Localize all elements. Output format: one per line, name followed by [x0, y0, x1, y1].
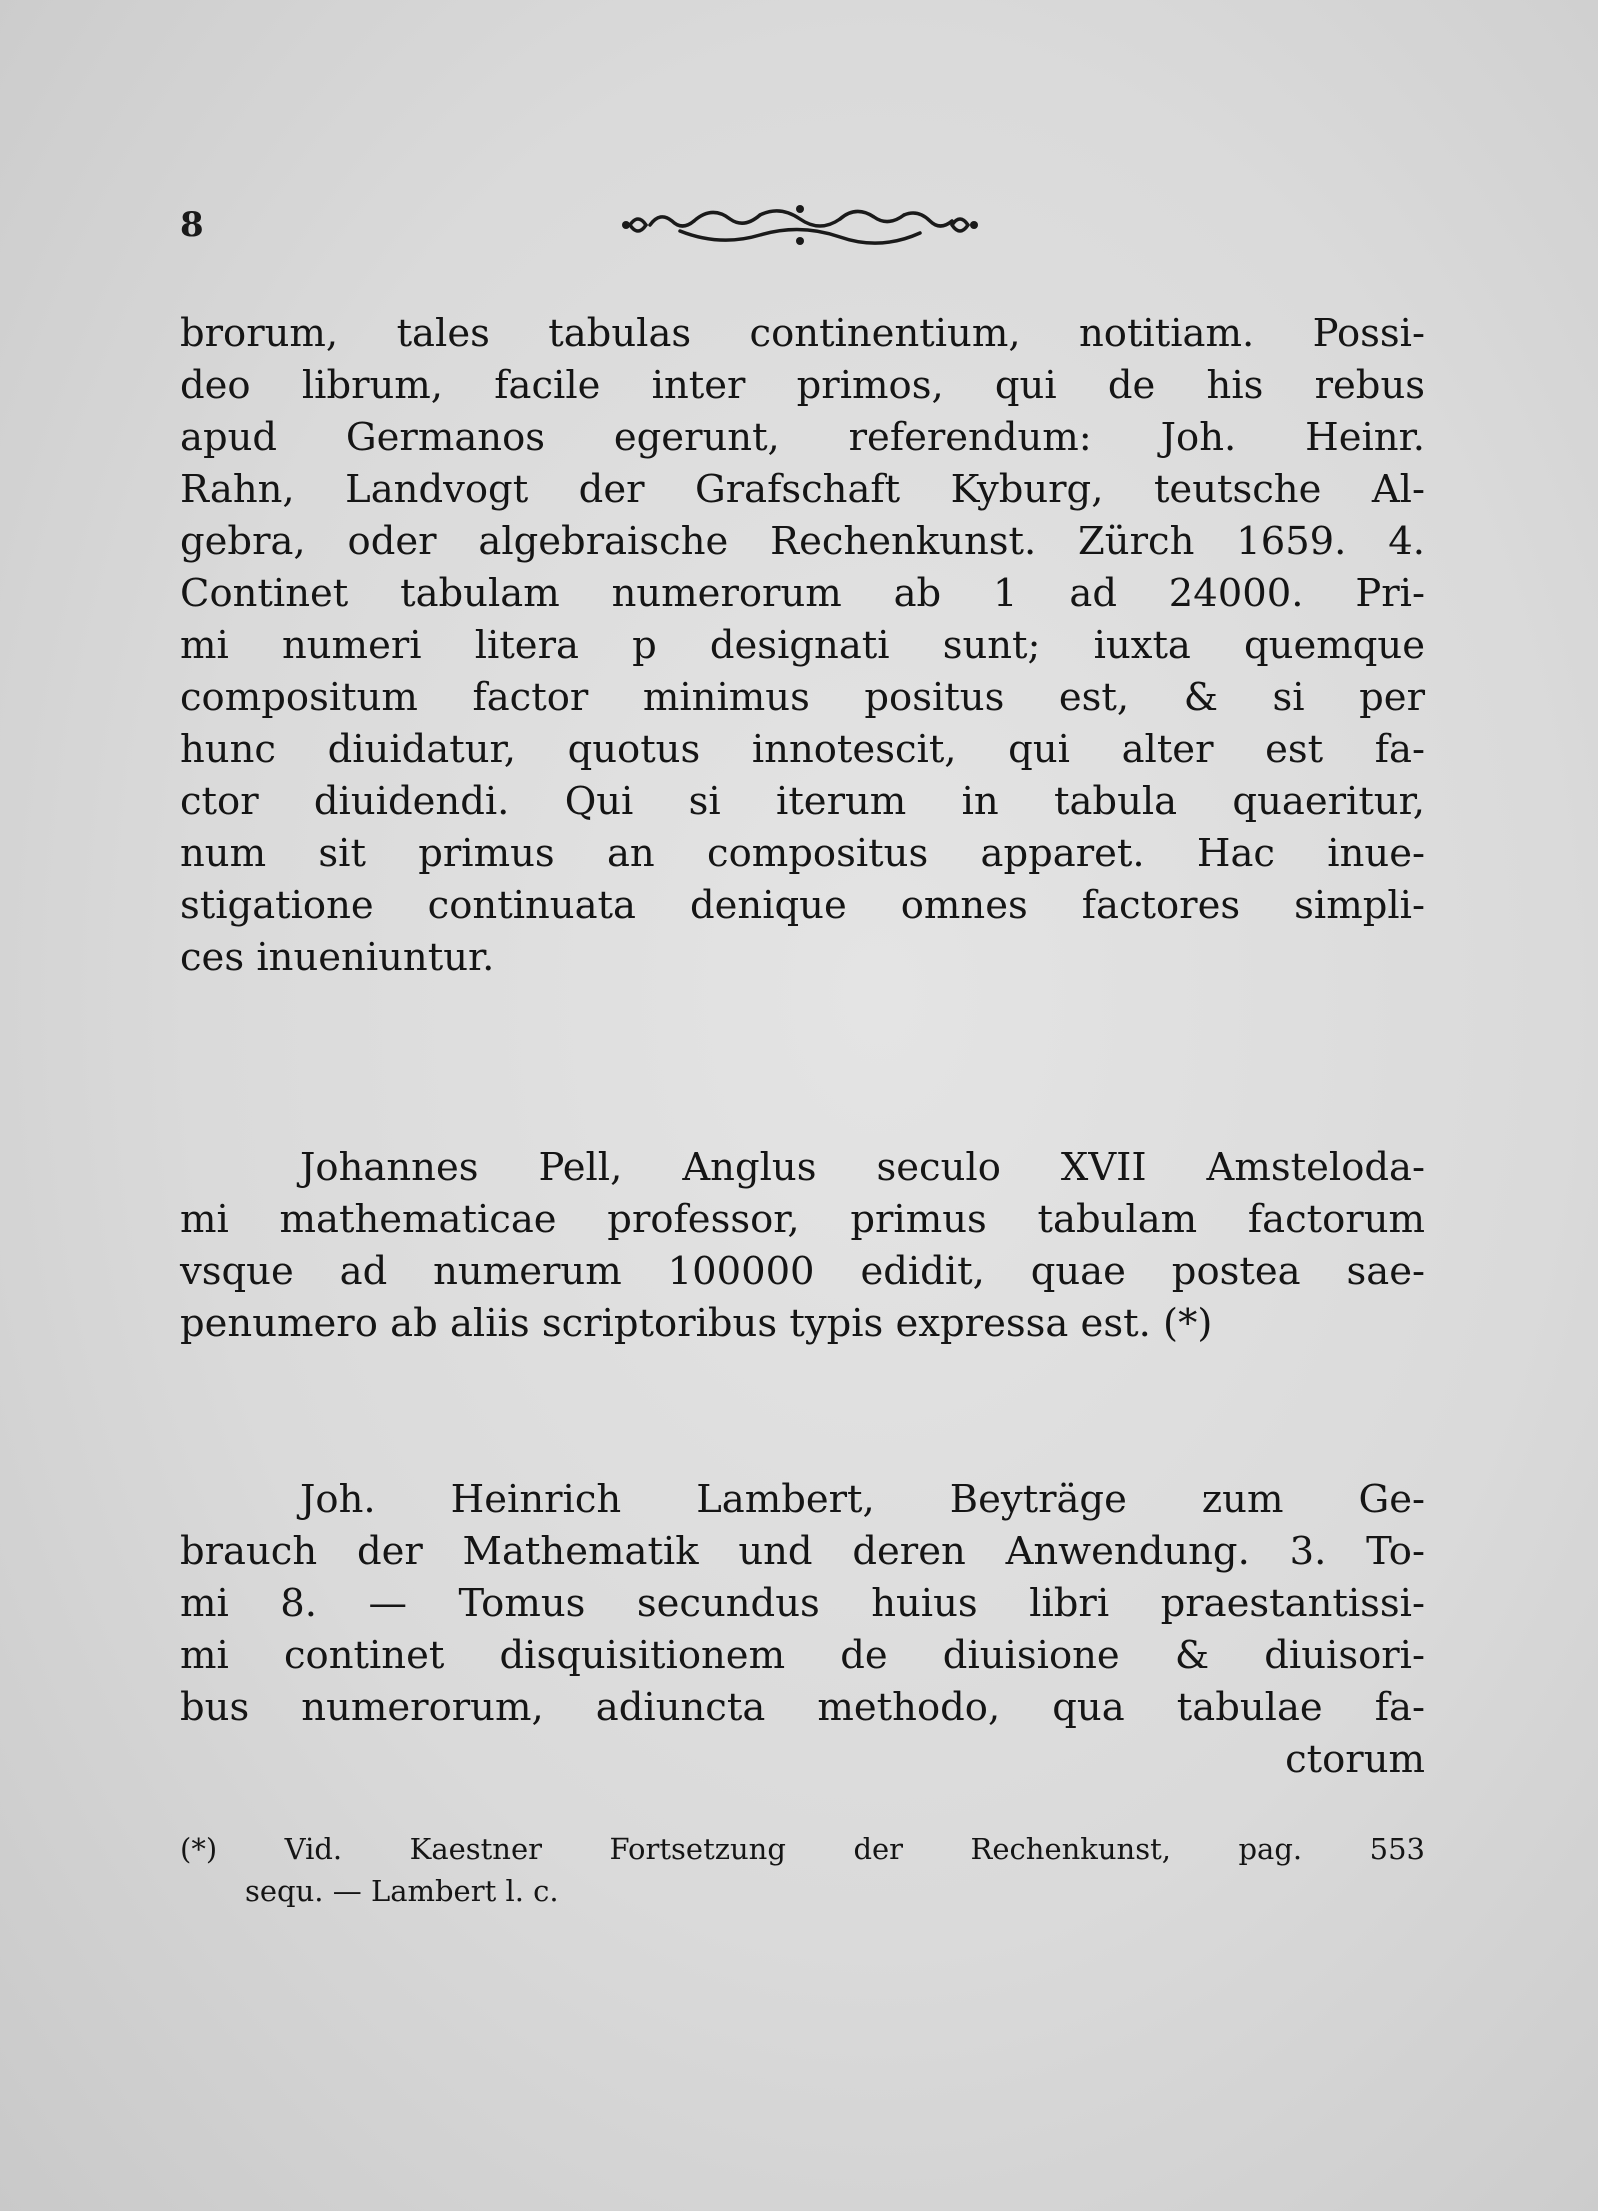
text-line: Joh. Heinrich Lambert, Beyträge zum Ge- — [300, 1477, 1425, 1522]
paragraph-rahn — [180, 308, 1425, 984]
text-line: Rahn, Landvogt der Grafschaft Kyburg, teutsche Al- — [180, 467, 1425, 512]
footnote — [180, 1828, 1425, 1912]
paragraph-lambert — [180, 1474, 1425, 1786]
text-line: mi continet disquisitionem de diuisione & diuisori- — [180, 1633, 1425, 1678]
text-line: vsque ad numerum 100000 edidit, quae postea sae- — [180, 1249, 1425, 1294]
paragraph-pell — [180, 1142, 1425, 1350]
text-line: brauch der Mathematik und deren Anwendung. 3. To- — [180, 1529, 1425, 1574]
footnote-line: sequ. — Lambert l. c. — [245, 1874, 559, 1908]
page-number: 8 — [180, 205, 204, 245]
text-line: mi numeri litera p designati sunt; iuxta quemque — [180, 623, 1425, 668]
text-line: deo librum, facile inter primos, qui de his rebus — [180, 363, 1425, 408]
text-line: Johannes Pell, Anglus seculo XVII Amsteloda- — [300, 1145, 1425, 1190]
text-line: stigatione continuata denique omnes factores simpli- — [180, 883, 1425, 928]
text-line: brorum, tales tabulas continentium, notitiam. Possi- — [180, 311, 1425, 356]
text-line: hunc diuidatur, quotus innotescit, qui alter est fa- — [180, 727, 1425, 772]
text-line: mi mathematicae professor, primus tabulam factorum — [180, 1197, 1425, 1242]
text-line: num sit primus an compositus apparet. Hac inue- — [180, 831, 1425, 876]
text-line: ctor diuidendi. Qui si iterum in tabula quaeritur, — [180, 779, 1425, 824]
text-line: compositum factor minimus positus est, & si per — [180, 675, 1425, 720]
text-line: ces inueniuntur. — [180, 935, 495, 980]
header-ornament-icon — [620, 195, 980, 255]
text-line: penumero ab aliis scriptoribus typis expressa est. (*) — [180, 1301, 1213, 1346]
footnote-line: (*) Vid. Kaestner Fortsetzung der Rechenkunst, pag. 553 — [180, 1832, 1425, 1866]
text-line: gebra, oder algebraische Rechenkunst. Zürch 1659. 4. — [180, 519, 1425, 564]
catchword: ctorum — [1285, 1737, 1425, 1782]
text-line: Continet tabulam numerorum ab 1 ad 24000. Pri- — [180, 571, 1425, 616]
text-line: mi 8. — Tomus secundus huius libri praestantissi- — [180, 1581, 1425, 1626]
text-line: bus numerorum, adiuncta methodo, qua tabulae fa- — [180, 1685, 1425, 1730]
text-line: apud Germanos egerunt, referendum: Joh. Heinr. — [180, 415, 1425, 460]
